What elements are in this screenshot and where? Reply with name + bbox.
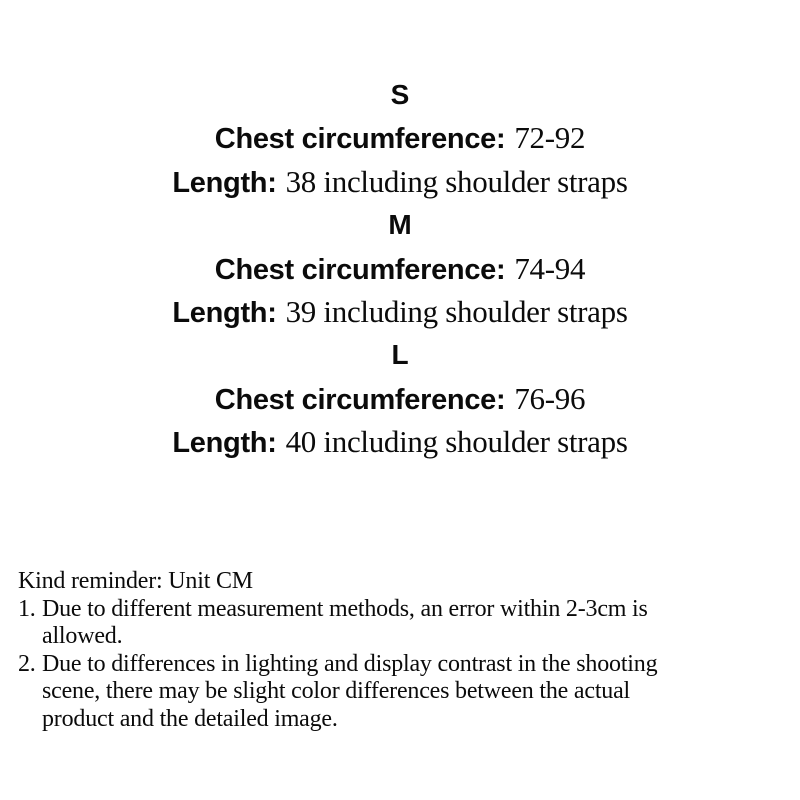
note-2-number: 2. bbox=[18, 650, 36, 677]
note-2-line-1 bbox=[18, 651, 794, 679]
chest-label: Chest circumference: bbox=[214, 123, 506, 156]
chest-line bbox=[0, 377, 800, 420]
note-1-line-2: allowed. bbox=[42, 623, 123, 650]
note-1-number: 1. bbox=[18, 595, 36, 622]
length-label: Length: bbox=[172, 296, 277, 329]
size-label: M bbox=[388, 209, 412, 241]
size-section-m bbox=[0, 203, 800, 333]
length-line bbox=[0, 420, 800, 463]
note-2-text: Due to differences in lighting and display contrast in the shooting bbox=[42, 650, 658, 677]
length-line bbox=[0, 290, 800, 333]
note-1-text: Due to different measurement methods, an error within 2-3cm is bbox=[42, 595, 648, 622]
notes-block bbox=[18, 568, 794, 734]
kind-reminder: Kind reminder: Unit CM bbox=[18, 568, 253, 594]
length-line bbox=[0, 160, 800, 203]
length-label: Length: bbox=[172, 427, 277, 460]
note-2 bbox=[18, 651, 794, 734]
chest-value: 74-94 bbox=[514, 250, 586, 286]
chest-value: 72-92 bbox=[514, 120, 586, 156]
note-1 bbox=[18, 596, 794, 651]
length-label: Length: bbox=[172, 166, 277, 199]
note-1-line-1 bbox=[18, 596, 794, 624]
chest-line bbox=[0, 247, 800, 290]
size-section-s bbox=[0, 73, 800, 203]
length-value: 38 including shoulder straps bbox=[285, 163, 628, 199]
size-section-l bbox=[0, 333, 800, 463]
note-2-line-3: product and the detailed image. bbox=[42, 705, 338, 732]
chest-label: Chest circumference: bbox=[214, 253, 506, 286]
size-chart bbox=[0, 73, 800, 464]
size-label: L bbox=[391, 339, 409, 371]
size-label: S bbox=[390, 79, 410, 110]
chest-line bbox=[0, 116, 800, 159]
length-value: 40 including shoulder straps bbox=[285, 424, 628, 460]
chest-label: Chest circumference: bbox=[214, 383, 506, 416]
note-2-line-2: scene, there may be slight color differences between the actual bbox=[42, 678, 631, 705]
chest-value: 76-96 bbox=[514, 380, 586, 416]
length-value: 39 including shoulder straps bbox=[285, 293, 628, 329]
